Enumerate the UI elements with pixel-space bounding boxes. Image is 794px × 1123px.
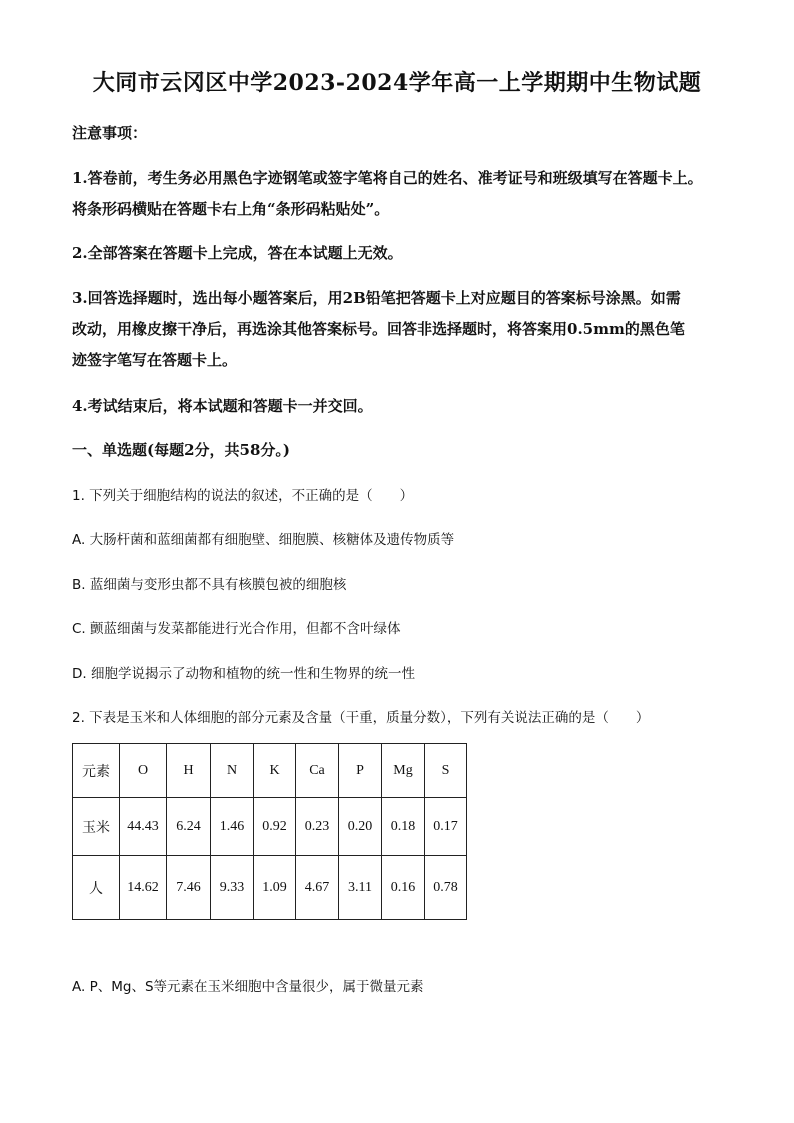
table-header-row	[73, 744, 467, 798]
notice-item-3-line-1: 3.回答选择题时，选出每小题答案后，用2B铅笔把答题卡上对应题目的答案标号涂黑。如需	[72, 289, 681, 307]
table-cell: 0.16	[382, 856, 425, 920]
question-1-option-b: B. 蓝细菌与变形虫都不具有核膜包被的细胞核	[72, 577, 347, 593]
question-1-option-a: A. 大肠杆菌和蓝细菌都有细胞壁、细胞膜、核糖体及遗传物质等	[72, 532, 455, 548]
table-cell: 0.92	[254, 798, 296, 856]
table-cell: 0.23	[296, 798, 339, 856]
table-cell: 1.46	[211, 798, 254, 856]
table-header-cell: Ca	[296, 744, 339, 798]
notice-item-2: 2.全部答案在答题卡上完成，答在本试题上无效。	[72, 244, 403, 262]
table-header-cell: S	[425, 744, 467, 798]
table-cell: 0.18	[382, 798, 425, 856]
table-cell: 6.24	[167, 798, 211, 856]
table-row-label: 玉米	[73, 798, 120, 856]
table-row	[73, 856, 467, 920]
exam-title: 大同市云冈区中学2023-2024学年高一上学期期中生物试题	[92, 70, 702, 96]
table-header-cell: O	[120, 744, 167, 798]
table-cell: 44.43	[120, 798, 167, 856]
table-cell: 0.78	[425, 856, 467, 920]
notice-item-3-line-3: 迹签字笔写在答题卡上。	[72, 351, 238, 369]
question-1-stem: 1. 下列关于细胞结构的说法的叙述，不正确的是（ ）	[72, 488, 414, 504]
table-cell: 0.20	[339, 798, 382, 856]
table-header-cell: H	[167, 744, 211, 798]
table-cell: 0.17	[425, 798, 467, 856]
notice-heading: 注意事项：	[72, 124, 148, 142]
notice-item-3-line-2: 改动，用橡皮擦干净后，再选涂其他答案标号。回答非选择题时，将答案用0.5mm的黑色笔	[72, 320, 685, 338]
section-heading: 一、单选题(每题2分，共58分。)	[72, 441, 291, 459]
question-2-stem: 2. 下表是玉米和人体细胞的部分元素及含量（干重，质量分数），下列有关说法正确的是（ ）	[72, 710, 650, 726]
notice-item-1-line-2: 将条形码横贴在答题卡右上角“条形码粘贴处”。	[72, 200, 390, 218]
table-cell: 1.09	[254, 856, 296, 920]
table-row	[73, 798, 467, 856]
table-cell: 7.46	[167, 856, 211, 920]
question-1-option-d: D. 细胞学说揭示了动物和植物的统一性和生物界的统一性	[72, 666, 415, 682]
table-header-cell: 元素	[73, 744, 120, 798]
table-header-cell: K	[254, 744, 296, 798]
question-2-option-a: A. P、Mg、S等元素在玉米细胞中含量很少，属于微量元素	[72, 979, 424, 995]
element-content-table	[72, 743, 467, 920]
table-cell: 4.67	[296, 856, 339, 920]
table-cell: 14.62	[120, 856, 167, 920]
table-header-cell: Mg	[382, 744, 425, 798]
table-cell: 3.11	[339, 856, 382, 920]
question-1-option-c: C. 颤蓝细菌与发菜都能进行光合作用，但都不含叶绿体	[72, 621, 401, 637]
table-header-cell: P	[339, 744, 382, 798]
notice-item-4: 4.考试结束后，将本试题和答题卡一并交回。	[72, 397, 373, 415]
table-cell: 9.33	[211, 856, 254, 920]
table-row-label: 人	[73, 856, 120, 920]
table-header-cell: N	[211, 744, 254, 798]
notice-item-1-line-1: 1.答卷前，考生务必用黑色字迹钢笔或签字笔将自己的姓名、准考证号和班级填写在答题卡上。	[72, 169, 703, 187]
